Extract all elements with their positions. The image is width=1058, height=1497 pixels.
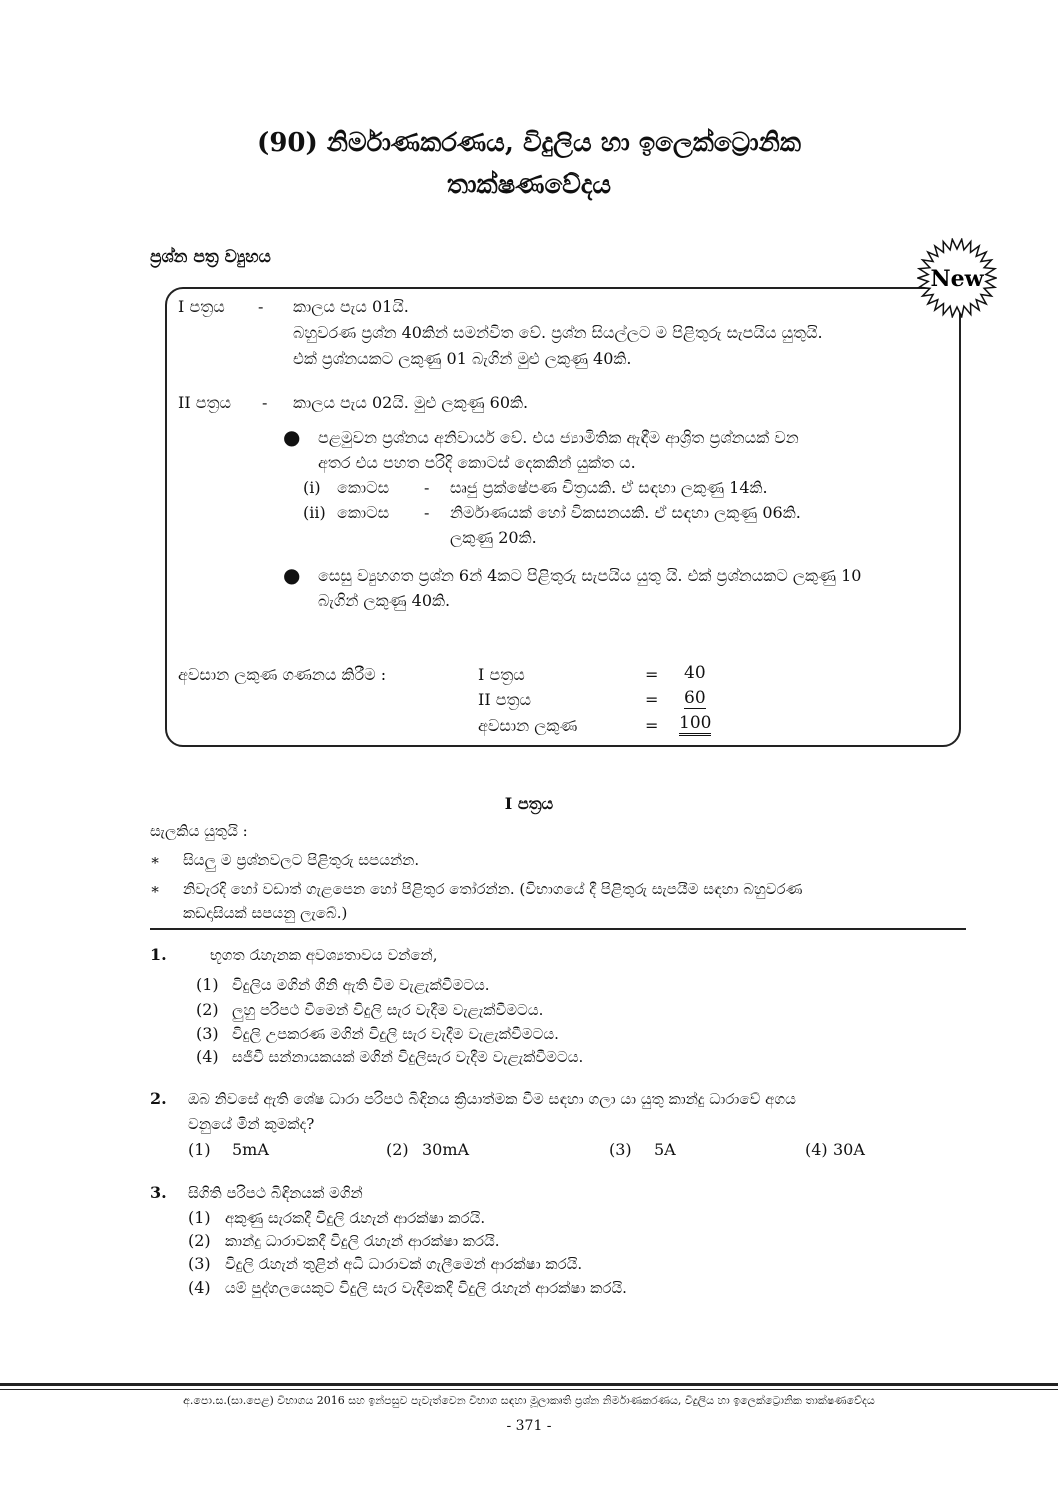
final-row-eq: = — [645, 665, 659, 684]
page-title-line-2: තාක්ෂණවේදය — [446, 170, 612, 200]
option-text: යම් පුද්ගලයෙකුට විදුලි සැර වැදීමකදී විදුලි රැහැන් ආරක්ෂා කරයි. — [225, 1279, 627, 1297]
footer-rule-thick — [0, 1383, 1058, 1386]
final-total-value: 100 — [679, 713, 711, 736]
option-text: විදුලි උපකරණ මගින් විදුලි සැර වැදීම වැළැක්වීමටය. — [232, 1025, 559, 1043]
final-row-eq: = — [645, 690, 659, 709]
part2-number: (ii) — [303, 503, 326, 522]
option-text: 5mA — [232, 1140, 269, 1159]
paper1-label: I පත්‍රය — [178, 297, 225, 316]
note-1: සියලු ම ප්‍රශ්නවලට පිළිතුරු සපයන්න. — [183, 851, 420, 869]
footer-text: අ.පො.ස.(සා.පෙළ) විභාගය 2016 සහ ඉන්පසුව පැවැත්වෙන විභාග සඳහා මූලාකෘති ප්‍රශ්න නිර්මාණකරණය, විදුලිය හා ඉලෙක්ට්‍රොනික තාක්ෂණවේදය — [183, 1394, 875, 1407]
option-number: (4) — [188, 1278, 211, 1297]
option-number: (2) — [188, 1231, 211, 1250]
new-badge — [917, 238, 997, 318]
paper1-line-3: එක් ප්‍රශ්නයකට ලකුණු 01 බැගින් මුළු ලකුණු 40කි. — [293, 349, 632, 368]
final-row-eq: = — [645, 716, 659, 735]
paper1-line-2: බහුවරණ ප්‍රශ්න 40කින් සමන්විත වේ. ප්‍රශ්න සියල්ලට ම පිළිතුරු සැපයිය යුතුයි. — [293, 323, 823, 342]
option-number: (3) — [188, 1254, 211, 1273]
option-number: (3) — [196, 1024, 219, 1043]
paper2-bullet1-line1: පළමුවන ප්‍රශ්නය අනිවාර්ය වේ. එය ජ්‍යාමිතික ඇඳීම ආශ්‍රිත ප්‍රශ්නයක් වන — [318, 428, 799, 447]
part1-dash: - — [424, 478, 430, 497]
structure-heading: ප්‍රශ්න පත්‍ර ව්‍යුහය — [150, 247, 271, 267]
question-text: සිගිති පරිපථ බිඳිනයක් මගින් — [188, 1184, 363, 1202]
option-number: (2) — [386, 1140, 409, 1159]
option-text: 30mA — [422, 1140, 470, 1159]
option-number: (1) — [188, 1140, 211, 1159]
paper2-dash: - — [262, 393, 268, 412]
option-text: 30A — [833, 1140, 865, 1159]
option-text: අකුණු සැරකදී විදුලි රැහැන් ආරක්ෂා කරයි. — [225, 1209, 486, 1227]
paper2-line: කාලය පැය 02යි. මුළු ලකුණු 60කි. — [293, 393, 529, 412]
badge-text: New — [930, 266, 984, 292]
final-row-name: අවසාන ලකුණ — [478, 716, 578, 735]
part2-text: නිර්මාණයක් හෝ විකසනයකි. ඒ සඳහා ලකුණු 06කි. — [450, 503, 801, 522]
question-text-line-2: වනුයේ මින් කුමක්ද? — [188, 1115, 315, 1133]
final-marks-label: අවසාන ලකුණ ගණනය කිරීම : — [178, 665, 387, 684]
option-number: (2) — [196, 1000, 219, 1019]
final-row-name: I පත්‍රය — [478, 665, 525, 684]
option-number: (4) — [805, 1140, 828, 1159]
paper1-line-1: කාලය පැය 01යි. — [293, 297, 409, 316]
option-text: ලුහු පරිපථ වීමෙන් විදුලි සැර වැදීම වැළැක්වීමටය. — [232, 1001, 544, 1019]
question-text: භූගත රැහැනක අවශ්‍යතාවය වන්නේ, — [210, 946, 438, 964]
question-number: 2. — [150, 1089, 167, 1108]
final-row-name: II පත්‍රය — [478, 690, 532, 709]
bullet-icon: ● — [283, 425, 301, 449]
option-number: (3) — [609, 1140, 632, 1159]
bullet-icon: ● — [283, 563, 301, 587]
question-number: 3. — [150, 1183, 167, 1202]
option-text: සජීවී සන්නායකයක් මගින් විදුලිසැර වැදීම වැළැක්වීමටය. — [232, 1048, 584, 1066]
paper1-dash: - — [258, 297, 264, 316]
paper2-bullet2-line2: බැගින් ලකුණු 40කි. — [318, 591, 451, 610]
part2-dash: - — [424, 503, 430, 522]
paper2-label: II පත්‍රය — [178, 393, 232, 412]
paper2-bullet2-line1: සෙසු ව්‍යුහගත ප්‍රශ්න 6න් 4කට පිළිතුරු සැපයිය යුතු යි. එක් ප්‍රශ්නයකට ලකුණු 10 — [318, 566, 862, 585]
section-heading: I පත්‍රය — [504, 794, 554, 813]
question-text-line-1: ඔබ නිවසේ ඇති ශේෂ ධාරා පරිපථ බිඳිනය ක්‍රියාත්මක වීම සඳහා ගලා යා යුතු කාන්දු ධාරාවේ අගය — [188, 1090, 796, 1108]
part2-label: කොටස — [337, 503, 390, 522]
paper2-bullet1-line2: අතර එය පහත පරිදි කොටස් දෙකකින් යුක්ත ය. — [318, 453, 636, 472]
question-number: 1. — [150, 945, 167, 964]
option-number: (4) — [196, 1047, 219, 1066]
option-text: 5A — [654, 1140, 676, 1159]
part1-text: සෘජු ප්‍රක්ෂේපණ චිත්‍රයකි. ඒ සඳහා ලකුණු 14කි. — [450, 478, 768, 497]
part-total: ලකුණු 20කි. — [450, 528, 537, 547]
star-icon: ∗ — [150, 851, 161, 869]
option-text: විදුලි රැහැන් තුළින් අධි ධාරාවක් ගැලීමෙන් ආරක්ෂා කරයි. — [225, 1255, 583, 1273]
footer-rule-thin — [0, 1389, 1058, 1390]
page-number: - 371 - — [506, 1418, 552, 1434]
note-2-line-1: නිවැරදි හෝ වඩාත් ගැළපෙන හෝ පිළිතුර තෝරන්න. (විභාගයේ දී පිළිතුරු සැපයීම සඳහා බහුවරණ — [183, 880, 803, 898]
final-row-value: 40 — [684, 663, 706, 683]
star-icon: ∗ — [150, 880, 161, 898]
note-2-line-2: කඩදාසියක් සපයනු ලැබේ.) — [183, 904, 348, 922]
page-title-line-1: (90) නිර්මාණකරණය, විදුලිය හා ඉලෙක්ට්‍රොනික — [257, 128, 801, 158]
option-number: (1) — [196, 975, 219, 994]
part1-number: (i) — [303, 478, 321, 497]
starburst-icon — [917, 238, 997, 318]
option-number: (1) — [188, 1208, 211, 1227]
section-divider — [150, 928, 966, 930]
note-label: සැලකිය යුතුයි : — [150, 822, 248, 840]
option-text: කාන්දු ධාරාවකදී විදුලි රැහැන් ආරක්ෂා කරයි. — [225, 1232, 500, 1250]
option-text: විදුලිය මගින් ගිනි ඇති වීම වැළැක්වීමටය. — [232, 976, 490, 994]
final-row-value: 60 — [684, 688, 706, 708]
part1-label: කොටස — [337, 478, 390, 497]
